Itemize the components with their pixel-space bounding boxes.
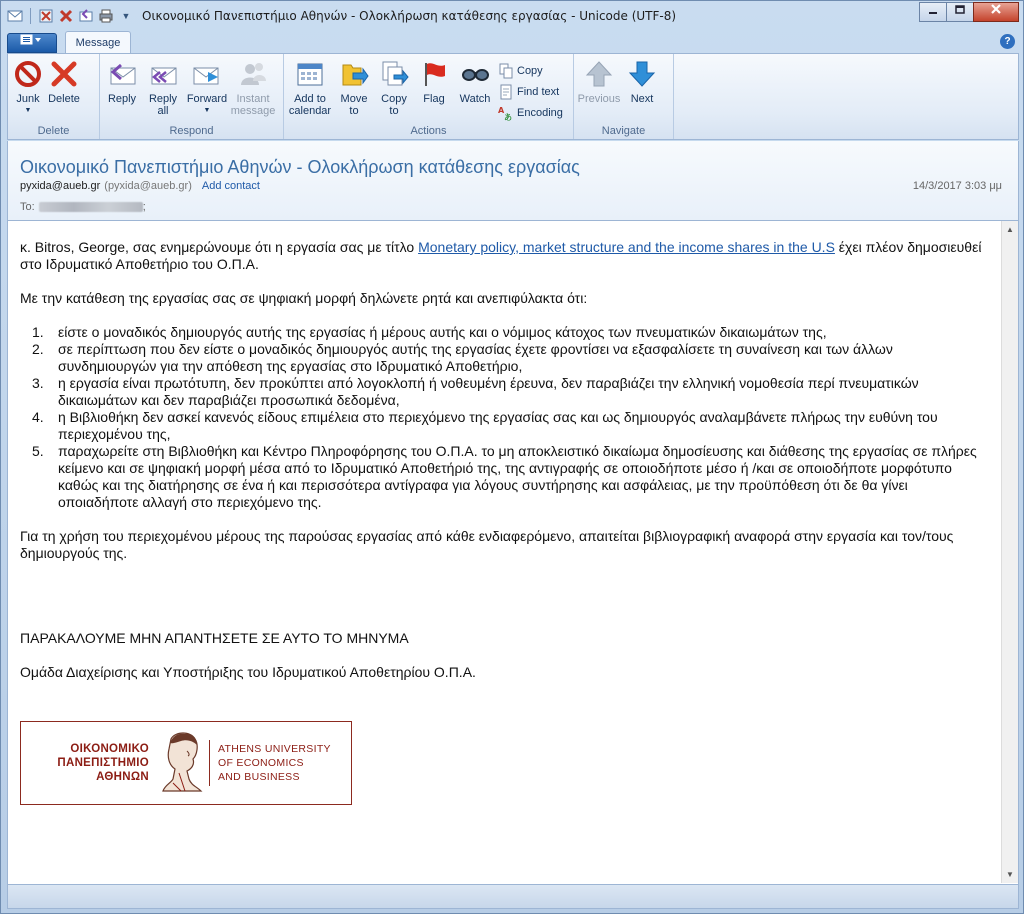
quick-access-toolbar bbox=[7, 8, 134, 24]
declaration-paragraph: Με την κατάθεση της εργασίας σας σε ψηφιακή μορφή δηλώνετε ρητά και ανεπιφύλακτα ότι: bbox=[20, 290, 588, 306]
reply-button[interactable]: Reply bbox=[102, 58, 142, 117]
maximize-button[interactable] bbox=[946, 2, 974, 22]
group-navigate bbox=[574, 54, 674, 139]
copy-document-icon bbox=[378, 58, 410, 90]
work-title-link[interactable]: Monetary policy, market structure and the income shares in the U.S bbox=[418, 239, 835, 255]
logo-greek-name: ΟΙΚΟΝΟΜΙΚΟ ΠΑΝΕΠΙΣΤΗΜΙΟ ΑΘΗΝΩΝ bbox=[57, 743, 149, 783]
logo-head-icon bbox=[157, 729, 205, 797]
group-label-respond: Respond bbox=[169, 125, 214, 137]
group-actions bbox=[284, 54, 574, 139]
down-arrow-icon bbox=[626, 58, 658, 90]
up-arrow-icon bbox=[583, 58, 615, 90]
intro-paragraph: κ. Bitros, George, σας ενημερώνουμε ότι η εργασία σας με τίτλο Monetary policy, market structure and the income shares in the U.S έχει πλέον δημοσιευθεί στο Ιδρυματικό Αποθετήριο του Ο.Π.Α. bbox=[20, 239, 982, 272]
redacted-recipient[interactable] bbox=[39, 202, 143, 212]
move-to-button[interactable]: Move to bbox=[334, 58, 374, 121]
group-label-navigate: Navigate bbox=[601, 125, 646, 137]
close-button[interactable] bbox=[973, 2, 1019, 22]
add-contact-link[interactable]: Add contact bbox=[201, 180, 260, 192]
list-item: 1. είστε ο μοναδικός δημιουργός αυτής της εργασίας ή μέρους αυτής και ο νόμιμος κάτοχος των πνευματικών δικαιωμάτων της, bbox=[32, 324, 827, 340]
forward-dropdown-icon: ▼ bbox=[203, 107, 211, 114]
print-icon[interactable] bbox=[98, 8, 114, 24]
copy-button[interactable]: Copy bbox=[498, 62, 563, 79]
to-suffix: ; bbox=[142, 201, 146, 213]
reply-envelope-icon bbox=[106, 58, 138, 90]
group-delete bbox=[8, 54, 100, 139]
window-title: Οικονομικό Πανεπιστήμιο Αθηνών - Ολοκλήρωση κατάθεσης εργασίας - Unicode (UTF-8) bbox=[142, 9, 677, 23]
message-header bbox=[7, 141, 1019, 221]
find-text-icon bbox=[498, 84, 514, 100]
instant-message-button[interactable]: Instant message bbox=[230, 58, 276, 117]
group-respond bbox=[100, 54, 284, 139]
delete-x-icon bbox=[48, 58, 80, 90]
forward-button[interactable]: Forward ▼ bbox=[184, 58, 230, 117]
spacer bbox=[20, 579, 982, 630]
watch-glasses-icon bbox=[459, 58, 491, 90]
junk-dropdown-icon: ▼ bbox=[24, 107, 32, 114]
message-subject: Οικονομικό Πανεπιστήμιο Αθηνών - Ολοκλήρωση κατάθεσης εργασίας bbox=[20, 157, 580, 177]
message-body bbox=[7, 221, 1019, 885]
toolbar-separator bbox=[30, 8, 31, 24]
mail-app-icon[interactable] bbox=[7, 8, 23, 24]
to-label: To: bbox=[20, 201, 35, 213]
watch-button[interactable]: Watch bbox=[454, 58, 496, 121]
citation-paragraph: Για τη χρήση του περιεχομένου μέρους της παρούσας εργασίας από κάθε ενδιαφερόμενο, απαιτείται βιβλιογραφική αναφορά στην εργασία και τον/τους δημιουργούς της. bbox=[20, 528, 954, 561]
reply-icon[interactable] bbox=[78, 8, 94, 24]
terms-list bbox=[20, 324, 982, 511]
status-bar bbox=[7, 885, 1019, 909]
signature: Ομάδα Διαχείρισης και Υποστήριξης του Ιδρυματικού Αποθετηρίου Ο.Π.Α. bbox=[20, 664, 476, 680]
delete-icon[interactable] bbox=[58, 8, 74, 24]
reply-all-envelope-icon bbox=[147, 58, 179, 90]
tab-message[interactable]: Message bbox=[65, 31, 131, 53]
find-text-button[interactable]: Find text bbox=[498, 83, 563, 100]
to-line bbox=[20, 201, 146, 213]
minimize-button[interactable] bbox=[919, 2, 947, 22]
reply-all-button[interactable]: Reply all bbox=[142, 58, 184, 117]
from-line bbox=[20, 180, 260, 192]
ribbon-tabs bbox=[7, 31, 1019, 53]
encoding-button[interactable]: A あ Encoding bbox=[498, 105, 563, 121]
list-item: 5. παραχωρείτε στη Βιβλιοθήκη και Κέντρο Πληροφόρησης του Ο.Π.Α. το μη αποκλειστικό δικαίωμα δημοσίευσης και διάθεσης της εργασίας σε πλήρες κείμενο και σε ψηφιακή μορφή μέσα από το Ιδρυματικό Αποθετήριό της, της αντιγραφής σε οποιοδήποτε μέσο ή /και σε οποιοδήποτε μορφότυπο καθώς και της διατήρησης σε ένα ή και περισσότερα αντίγραφα για λόγους συντήρησης και ασφάλειας, με την προϋπόθεση ότι δε θα γίνει οποιαδήποτε αλλαγή στο περιεχόμενο της. bbox=[32, 443, 977, 510]
junk-icon bbox=[12, 58, 44, 90]
previous-button[interactable]: Previous bbox=[576, 58, 622, 105]
add-to-calendar-button[interactable]: Add to calendar bbox=[286, 58, 334, 121]
window-controls bbox=[919, 2, 1019, 22]
no-reply-notice: ΠΑΡΑΚΑΛΟΥΜΕ ΜΗΝ ΑΠΑΝΤΗΣΕΤΕ ΣΕ ΑΥΤΟ ΤΟ ΜΗΝΥΜΑ bbox=[20, 630, 409, 646]
logo-english-name: ATHENS UNIVERSITY OF ECONOMICS AND BUSINESS bbox=[209, 740, 331, 786]
message-date: 14/3/2017 3:03 μμ bbox=[912, 180, 1002, 192]
svg-text:A: A bbox=[498, 105, 505, 115]
svg-text:あ: あ bbox=[504, 112, 512, 121]
copy-to-button[interactable]: Copy to bbox=[374, 58, 414, 121]
help-icon[interactable]: ? bbox=[1000, 34, 1015, 49]
sender-address-paren: (pyxida@aueb.gr) bbox=[104, 180, 192, 192]
list-item: 3. η εργασία είναι πρωτότυπη, δεν προκύπτει από λογοκλοπή ή νοθευμένη έρευνα, δεν παραβιάζει την ελληνική νομοθεσία περί πνευματικών δικαιωμάτων και δεν παραβιάζει προσωπικά δεδομένα, bbox=[32, 375, 919, 408]
sender-address[interactable]: pyxida@aueb.gr bbox=[20, 180, 101, 192]
university-logo bbox=[20, 721, 352, 805]
junk-button[interactable]: Junk ▼ bbox=[10, 58, 46, 117]
scroll-down-arrow-icon[interactable]: ▼ bbox=[1006, 870, 1014, 879]
next-button[interactable]: Next bbox=[622, 58, 662, 105]
flag-icon bbox=[418, 58, 450, 90]
list-item: 4. η Βιβλιοθήκη δεν ασκεί κανενός είδους επιμέλεια στο περιεχόμενο της εργασίας σας και ως δημιουργός αναλαμβάνετε πλήρως την ευθύνη του περιεχομένου της, bbox=[32, 409, 938, 442]
vertical-scrollbar[interactable] bbox=[1001, 221, 1018, 883]
flag-button[interactable]: Flag bbox=[414, 58, 454, 121]
encoding-icon bbox=[498, 105, 514, 121]
title-bar bbox=[1, 1, 1023, 31]
list-item: 2. σε περίπτωση που δεν είστε ο μοναδικός δημιουργός αυτής της εργασίας έχετε φροντίσει να εξασφαλίσετε τη συναίνεση και των άλλων συνδημιουργών για την απόθεση της εργασίας στο Ιδρυματικό Αποθετήριο, bbox=[32, 341, 893, 374]
qat-dropdown-icon[interactable]: ▼ bbox=[121, 11, 131, 21]
group-label-delete: Delete bbox=[37, 125, 70, 137]
delete-button[interactable]: Delete bbox=[46, 58, 82, 117]
copy-icon bbox=[498, 63, 514, 79]
forward-envelope-icon bbox=[191, 58, 223, 90]
app-menu-button[interactable] bbox=[7, 33, 57, 53]
message-content bbox=[20, 239, 982, 805]
ribbon bbox=[7, 53, 1019, 140]
scroll-up-arrow-icon[interactable]: ▲ bbox=[1006, 225, 1014, 234]
calendar-icon bbox=[294, 58, 326, 90]
junk-icon[interactable] bbox=[38, 8, 54, 24]
group-label-actions: Actions bbox=[410, 125, 447, 137]
move-folder-icon bbox=[338, 58, 370, 90]
instant-message-people-icon bbox=[237, 58, 269, 90]
